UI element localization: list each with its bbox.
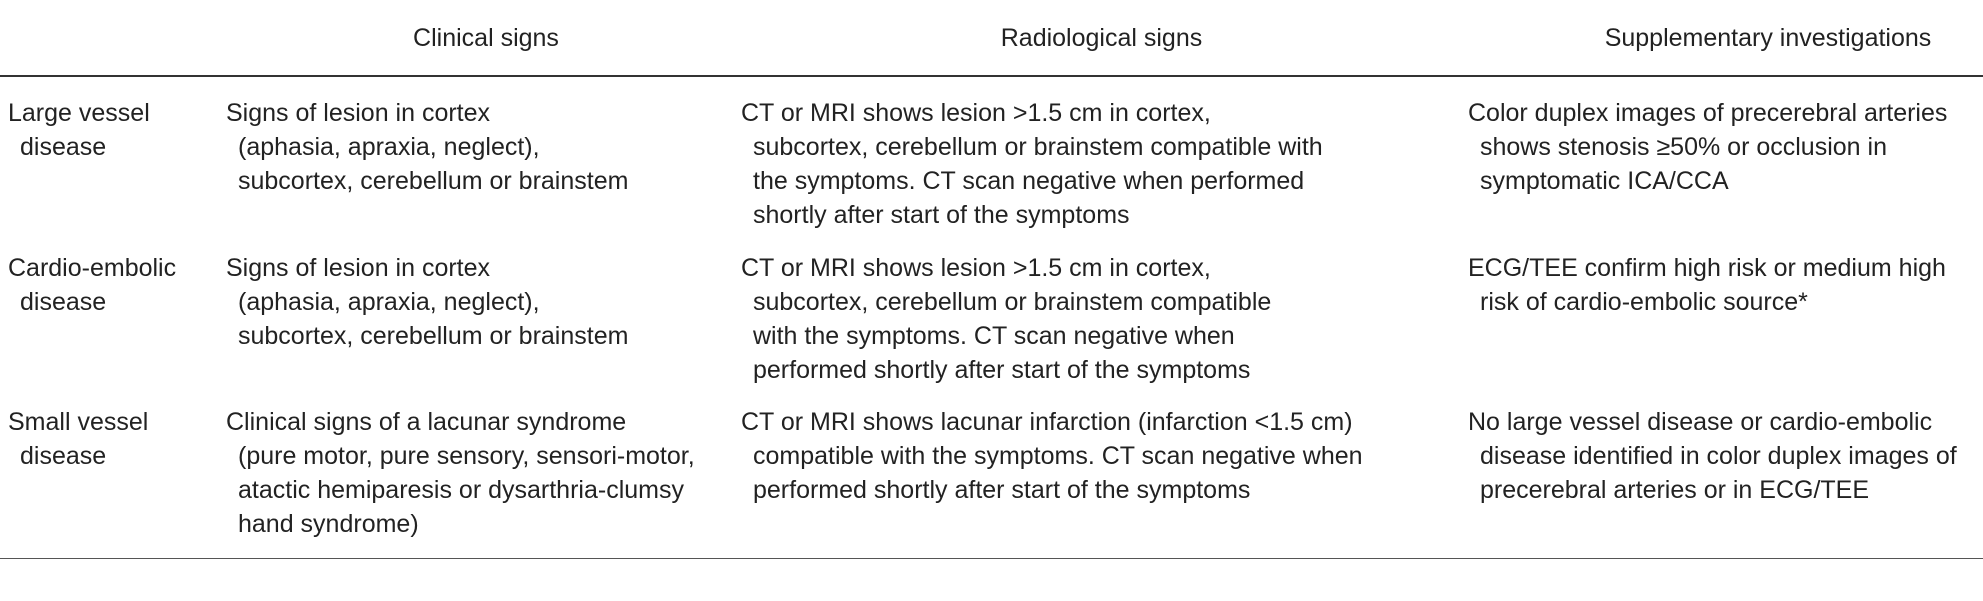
header-radiological-signs: Radiological signs <box>1000 24 1203 52</box>
cell-line: (pure motor, pure sensory, sensori-motor, <box>238 442 695 470</box>
cell-line: CT or MRI shows lacunar infarction (infarction <1.5 cm) <box>741 408 1353 436</box>
cell-line: atactic hemiparesis or dysarthria-clumsy <box>238 476 684 504</box>
bottom-rule <box>0 558 1983 559</box>
cell-line: precerebral arteries or in ECG/TEE <box>1480 476 1870 504</box>
cell-clinical-large-vessel <box>226 96 628 198</box>
cell-clinical-cardio-embolic <box>226 251 628 353</box>
cell-line: No large vessel disease or cardio-embolic <box>1468 408 1933 436</box>
header-rule <box>0 75 1983 77</box>
cell-line: the symptoms. CT scan negative when performed <box>753 167 1305 195</box>
cell-line: disease identified in color duplex images of <box>1480 442 1957 470</box>
cell-line: Signs of lesion in cortex <box>226 99 491 127</box>
cell-radiological-cardio-embolic <box>741 251 1271 387</box>
cell-line: symptomatic ICA/CCA <box>1480 167 1729 195</box>
cell-line: shortly after start of the symptoms <box>753 201 1130 229</box>
cell-line: hand syndrome) <box>238 510 419 538</box>
row-type-small-vessel <box>8 405 148 473</box>
row-type-line: disease <box>20 133 107 161</box>
cell-line: Color duplex images of precerebral arteries <box>1468 99 1948 127</box>
cell-supplementary-large-vessel <box>1468 96 1947 198</box>
cell-line: subcortex, cerebellum or brainstem compatible with <box>753 133 1323 161</box>
row-type-line: disease <box>20 288 107 316</box>
cell-line: (aphasia, apraxia, neglect), <box>238 133 540 161</box>
cell-line: subcortex, cerebellum or brainstem <box>238 322 629 350</box>
row-type-line: Small vessel <box>8 408 149 436</box>
cell-line: subcortex, cerebellum or brainstem compatible <box>753 288 1272 316</box>
cell-line: ECG/TEE confirm high risk or medium high <box>1468 254 1946 282</box>
cell-line: risk of cardio-embolic source* <box>1480 288 1808 316</box>
cell-line: performed shortly after start of the symptoms <box>753 476 1251 504</box>
header-clinical-signs: Clinical signs <box>413 24 559 52</box>
cell-line: compatible with the symptoms. CT scan negative when <box>753 442 1363 470</box>
cell-radiological-small-vessel <box>741 405 1363 507</box>
row-type-line: disease <box>20 442 107 470</box>
row-type-large-vessel <box>8 96 150 164</box>
cell-line: CT or MRI shows lesion >1.5 cm in cortex, <box>741 254 1211 282</box>
row-type-cardio-embolic <box>8 251 176 319</box>
cell-line: performed shortly after start of the symptoms <box>753 356 1251 384</box>
cell-line: Clinical signs of a lacunar syndrome <box>226 408 627 436</box>
cell-supplementary-cardio-embolic <box>1468 251 1946 319</box>
row-type-line: Cardio-embolic <box>8 254 177 282</box>
cell-line: with the symptoms. CT scan negative when <box>753 322 1235 350</box>
cell-line: subcortex, cerebellum or brainstem <box>238 167 629 195</box>
cell-line: CT or MRI shows lesion >1.5 cm in cortex, <box>741 99 1211 127</box>
cell-clinical-small-vessel <box>226 405 695 541</box>
row-type-line: Large vessel <box>8 99 150 127</box>
cell-supplementary-small-vessel <box>1468 405 1957 507</box>
cell-radiological-large-vessel <box>741 96 1323 232</box>
cell-line: (aphasia, apraxia, neglect), <box>238 288 540 316</box>
cell-line: Signs of lesion in cortex <box>226 254 491 282</box>
header-supplementary-investigations: Supplementary investigations <box>1604 24 1932 52</box>
cell-line: shows stenosis ≥50% or occlusion in <box>1480 133 1887 161</box>
